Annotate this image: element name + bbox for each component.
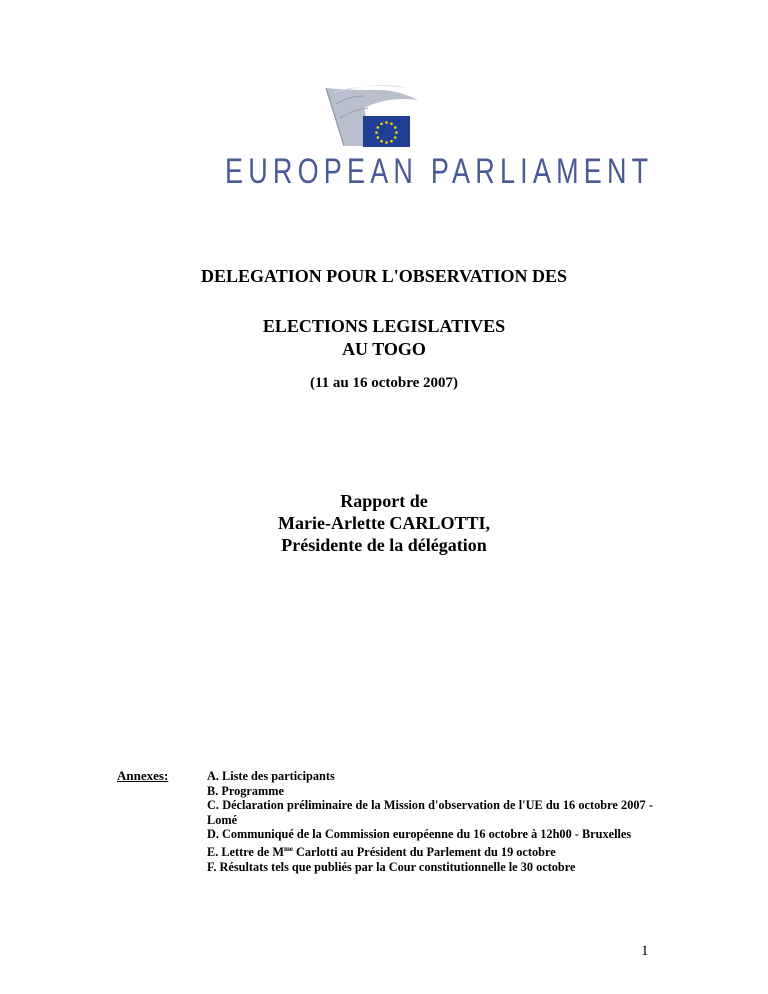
report-line-1: Rapport de (340, 491, 428, 511)
logo-wordmark: EUROPEAN PARLIAMENT (225, 152, 654, 191)
annex-item-d: D. Communiqué de la Commission européenne du 16 octobre à 12h00 - Bruxelles (207, 827, 632, 842)
report-author: Marie-Arlette CARLOTTI, (278, 513, 490, 533)
annexes-label: Annexes: (117, 768, 169, 783)
report-role: Présidente de la délégation (281, 535, 487, 555)
title-line-1: DELEGATION POUR L'OBSERVATION DES (201, 266, 567, 286)
annex-item-f: F. Résultats tels que publiés par la Cour constitutionnelle le 30 octobre (207, 859, 576, 874)
title-line-2: ELECTIONS LEGISLATIVES (262, 316, 506, 336)
annex-item-c: C. Déclaration préliminaire de la Mission d'observation de l'UE du 16 octobre 2007 - Lomé (207, 798, 653, 827)
title-dates: (11 au 16 octobre 2007) (309, 375, 459, 391)
annexes-list (207, 769, 653, 874)
page-number: 1 (641, 943, 649, 959)
annex-item-b: B. Programme (207, 783, 284, 798)
title-line-3: AU TOGO (342, 339, 426, 359)
annex-item-a: A. Liste des participants (207, 769, 335, 783)
annex-item-e: E. Lettre de $M^{me}$ Carlotti au Président du Parlement du 19 octobre (207, 844, 556, 859)
